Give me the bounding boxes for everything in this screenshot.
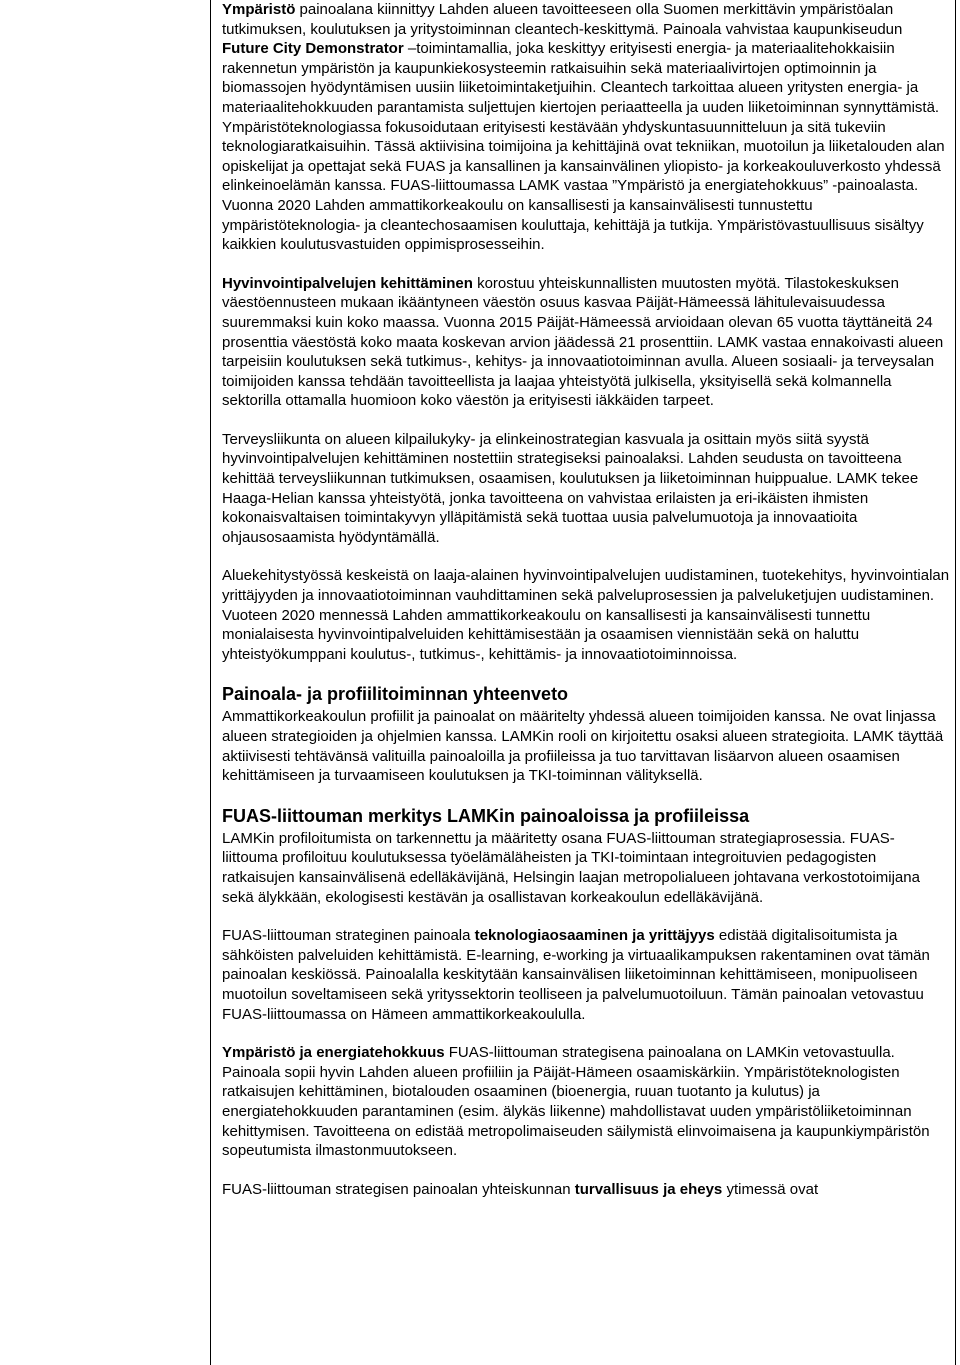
paragraph-ymparisto: Ympäristö painoalana kiinnittyy Lahden alueen tavoitteeseen olla Suomen merkittävin ympäristöalan tutkimuksen, koulutuksen ja yritystoiminnan cleantech-keskittymä. Painoala vahvistaa kaupunkiseudun Future City Demonstrator –toimintamallia, joka keskittyy erityisesti energia- ja materiaalitehokkaisiin rakennetun ympäristön ja kaupunkiekosysteemin ratkaisuihin sekä materiaalivirtojen optimoinnin ja biomassojen hyödyntämisen uusiin liiketoimintaketjuihin. Cleantech tarkoittaa alueen yritysten energia- ja materiaalitehokkuuden parantamista suljettujen kiertojen periaatteella ja uuden liiketoiminnan synnyttämistä. Ympäristöteknologiassa fokusoidutaan erityisesti kestävään yhdyskuntasuunnitteluun ja sitä tukeviin teknologiaratkaisuihin. Tässä aktiivisina toimijoina ja kehittäjinä ovat tekniikan, muotoilun ja liiketalouden alan opiskelijat ja opettajat sekä FUAS ja kansallinen ja kansainvälinen yliopisto- ja korkeakouluverkosto yhdessä elinkeinoelämän kanssa. FUAS-liittoumassa LAMK vastaa ”Ympäristö ja energiatehokkuus” -painoalasta. Vuonna 2020 Lahden ammattikorkeakoulu on kansallisesti ja kansainvälisesti tunnustettu ympäristöteknologia- ja cleantechosaamisen kouluttaja, kehittäjä ja tutkija. Ympäristövastuullisuus sisältyy kaikkien koulutusvastuiden oppimisprosesseihin. [222, 1, 945, 254]
term-turvallisuus: turvallisuus ja eheys [574, 1180, 723, 1198]
paragraph-terveysliikunta: Terveysliikunta on alueen kilpailukyky- ja elinkeinostrategian kasvuala ja osittain myös siitä syystä hyvinvointipalvelujen kehittäminen nostettiin strategiseksi painoalaksi. Lahden seudusta on tavoitteena kehittää terveysliikunnan tutkimuksen, osaamisen, koulutuksen ja liiketoiminnan huippualue. LAMK tekee Haaga-Helian kanssa yhteistyötä, jonka tavoitteena on vahvistaa erilaisten ja eri-ikäisten ihmisten kokonaisvaltaisen toimintakyvyn ylläpitämistä sekä tuottaa uusia palvelumuotoja ja innovaatioita ohjausosaamista hyödyntämällä. [222, 430, 919, 546]
document-body [222, 0, 950, 1199]
paragraph-hyvinvointi: Hyvinvointipalvelujen kehittäminen korostuu yhteiskunnallisten muutosten myötä. Tilastokeskuksen väestöennusteen mukaan ikääntyneen väestön osuus kasvaa Päijät-Hämeessä lähitulevaisuudessa suuremmaksi kuin koko maassa. Vuonna 2015 Päijät-Hämeessä arvioidaan olevan 65 vuotta täyttäneitä 24 prosenttia väestöstä koko maata koskevan arvion jäädessä 21 prosenttiin. LAMK vastaa ennakoivasti alueen tarpeisiin koulutuksen sekä tutkimus-, kehitys- ja innovaatiotoiminnan avulla. Alueen sosiaali- ja terveysalan toimijoiden kanssa tehdään tavoitteellista ja laajaa yhteistyötä julkisella, yksityisellä sekä kolmannella sektorilla ottamalla huomioon koko väestön ja erityisesti iäkkäiden tarpeet. [222, 274, 944, 410]
paragraph-energiatehokkuus: Ympäristö ja energiatehokkuus FUAS-liittouman strategisena painoalana on LAMKin vetovastuulla. Painoala sopii hyvin Lahden alueen profiiliin ja Päijät-Hämeen osaamiskärkiin. Ympäristöteknologisten ratkaisujen kehittäminen, biotalouden osaaminen (bioenergia, ruuan tuotanto ja kulutus) ja energiatehokkuuden parantaminen (esim. älykäs liikenne) mahdollistavat uuden ympäristöliiketoiminnan kehittymisen. Tavoitteena on edistää metropolimaiseuden säilymistä elinvoimaisena ja kaupunkiympäristön sopeutumista ilmastonmuutokseen. [222, 1044, 930, 1160]
term-teknologia: teknologiaosaaminen ja yrittäjyys [474, 927, 715, 945]
paragraph-fuas-profiloituminen: LAMKin profiloitumista on tarkennettu ja määritetty osana FUAS-liittouman strategiaprosessia. FUAS-liittouma profiloituu koulutuksessa työelämäläheisten ja TKI-toimintaan integroituvien pedagogisten ratkaisujen kansainvälisenä edelläkävijänä, Helsingin laajan metropolialueen johtavana verkostotoimijana sekä älykkään, ekologisesti kestävän ja osallistavan korkeakoulun edelläkävijänä. [222, 829, 920, 906]
heading-yhteenveto: Painoala- ja profiilitoiminnan yhteenveto [222, 684, 569, 705]
paragraph-yhteenveto: Ammattikorkeakoulun profiilit ja painoalat on määritelty yhdessä alueen toimijoiden kanssa. Ne ovat linjassa alueen strategioiden ja ohjelmien kanssa. LAMKin rooli on kirjoitettu osaksi alueen strategioita. LAMK täyttää aktiivisesti tehtävänsä valituilla painoaloilla ja profiileissa ja tuo tarvittavan lisäarvon alueen osaamisen kehittämiseen ja turvaamiseen koulutuksen ja TKI-toiminnan välityksellä. [222, 708, 944, 785]
paragraph-teknologia: FUAS-liittouman strateginen painoala teknologiaosaaminen ja yrittäjyys edistää digitalisoitumista ja sähköisten palveluiden kehittämistä. E-learning, e-working ja virtuaalikampuksen rakentaminen ovat tämän painoalan keskiössä. Painoalalla keskitytään kansainvälisen liiketoiminnan kehittämiseen, monipuoliseen muotoilun soveltamiseen sekä yrityssektorin teolliseen ja palvelumuotoiluun. Tämän painoalan vetovastuu FUAS-liittoumassa on Hämeen ammattikorkeakoululla. [222, 927, 930, 1023]
heading-fuas: FUAS-liittouman merkitys LAMKin painoaloissa ja profiileissa [222, 805, 750, 826]
paragraph-aluekehitys: Aluekehitystyössä keskeistä on laaja-alainen hyvinvointipalvelujen uudistaminen, tuotekehitys, hyvinvointialan yrittäjyyden ja innovaatiotoiminnan vauhdittaminen sekä palveluprosessien ja palveluketjujen uudistaminen. Vuoteen 2020 mennessä Lahden ammattikorkeakoulu on kansallisesti ja kansainvälisesti tunnettu monialaisesta hyvinvointipalveluiden kehittämisestään ja osaamisen viennistään sekä on haluttu yhteistyökumppani koulutus-, tutkimus-, kehittämis- ja innovaatiotoiminnoissa. [222, 567, 950, 663]
term-future-city: Future City Demonstrator [222, 40, 404, 58]
term-ymparisto: Ympäristö [222, 1, 296, 18]
paragraph-turvallisuus: FUAS-liittouman strategisen painoalan yhteiskunnan turvallisuus ja eheys ytimessä ovat [222, 1180, 819, 1198]
term-hyvinvointi: Hyvinvointipalvelujen kehittäminen [222, 274, 473, 292]
term-energiatehokkuus: Ympäristö ja energiatehokkuus [222, 1044, 445, 1062]
